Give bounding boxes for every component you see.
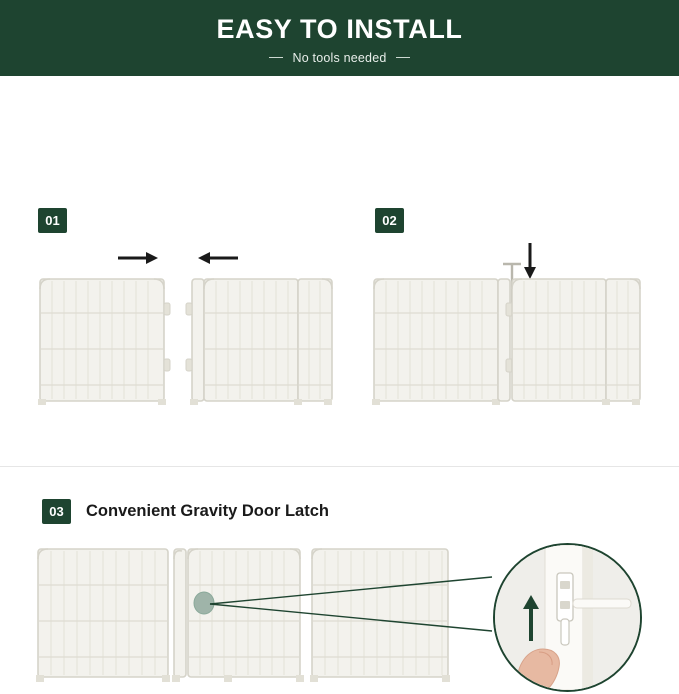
dash-left-decoration bbox=[269, 57, 283, 58]
step-01-illustration bbox=[24, 241, 334, 416]
gravity-latch-marker bbox=[194, 592, 214, 614]
step-badge-01: 01 bbox=[38, 208, 67, 233]
header-subtitle-row bbox=[269, 51, 409, 65]
step-badge-03: 03 bbox=[42, 499, 71, 524]
arrow-right-icon bbox=[118, 252, 158, 264]
step-03-illustration bbox=[24, 539, 494, 694]
step-02-illustration bbox=[360, 241, 660, 416]
dash-right-decoration bbox=[396, 57, 410, 58]
page-title: EASY TO INSTALL bbox=[216, 14, 463, 45]
step-badge-02: 02 bbox=[375, 208, 404, 233]
latch-bar bbox=[573, 599, 631, 608]
arrow-down-icon bbox=[524, 243, 536, 279]
arrow-left-icon bbox=[198, 252, 238, 264]
header-subtitle: No tools needed bbox=[292, 50, 387, 65]
section-divider bbox=[0, 466, 679, 467]
header-banner bbox=[0, 0, 679, 76]
step-03-heading: Convenient Gravity Door Latch bbox=[86, 502, 329, 520]
instruction-content bbox=[0, 76, 679, 629]
gravity-latch-callout bbox=[493, 543, 642, 692]
latch-body bbox=[557, 573, 573, 621]
hinge-post bbox=[498, 279, 510, 401]
